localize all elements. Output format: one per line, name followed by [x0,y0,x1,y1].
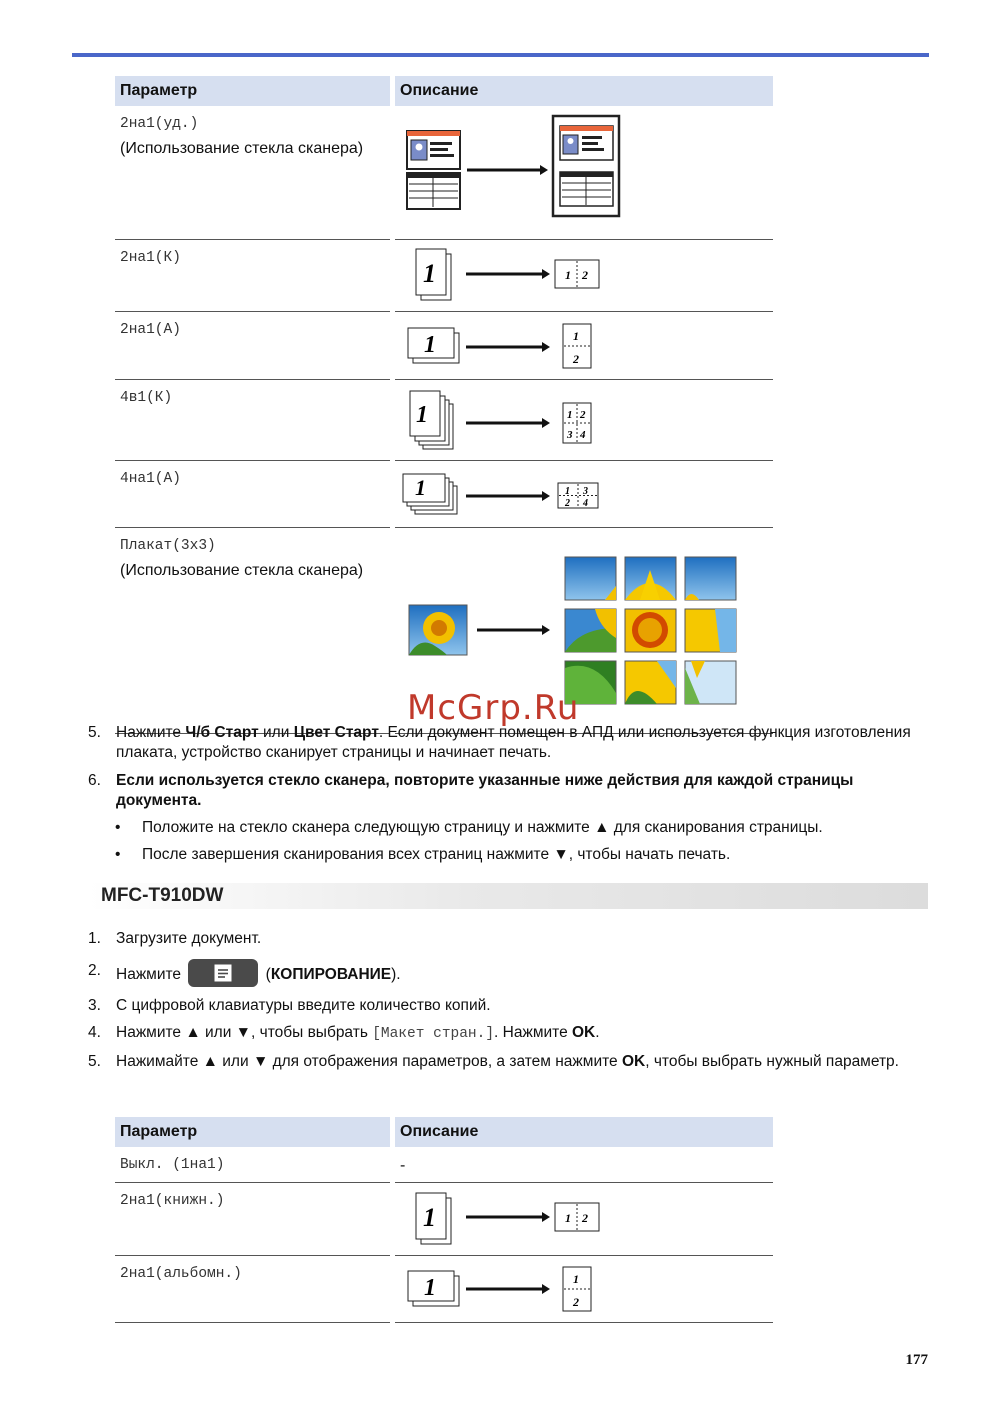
two-in-one-portrait-diagram [395,240,763,306]
svg-text:3: 3 [583,486,588,497]
param-label: Плакат(3x3) [120,538,216,554]
param-label: 4на1(А) [120,471,181,487]
table-row [115,1256,773,1323]
layout-table-1 [110,76,778,734]
param-label: 2на1(альбомн.) [120,1266,242,1282]
two-in-one-landscape-diagram [395,1256,763,1317]
svg-text:1: 1 [424,332,436,358]
id-card-diagram [395,106,763,234]
header-parameter: Параметр [115,1117,390,1147]
watermark: McGrp.Ru [407,688,580,728]
header-description: Описание [395,76,773,106]
svg-text:1: 1 [573,329,579,343]
svg-text:1: 1 [415,475,426,500]
svg-text:2: 2 [580,409,586,421]
param-label: Выкл. (1на1) [120,1157,225,1173]
top-rule [72,53,929,57]
table-row [115,1183,773,1256]
svg-text:2: 2 [573,1295,579,1309]
param-label: 2на1(книжн.) [120,1193,225,1209]
table-row [115,240,773,312]
svg-text:1: 1 [565,486,570,497]
svg-text:1: 1 [416,402,428,428]
svg-text:4: 4 [583,498,588,509]
svg-text:1: 1 [565,268,571,282]
header-parameter: Параметр [115,76,390,106]
section-heading: MFC-T910DW [88,883,928,909]
svg-text:4: 4 [580,429,586,441]
svg-text:1: 1 [423,1203,436,1232]
svg-text:1: 1 [573,1272,579,1286]
copy-button[interactable] [188,959,258,987]
table-row [115,312,773,380]
four-in-one-portrait-diagram [395,380,763,455]
table-row [115,106,773,240]
param-note: (Использование стекла сканера) [120,140,364,157]
four-in-one-landscape-diagram [395,461,763,522]
svg-text:2: 2 [582,268,588,282]
table-row [115,461,773,528]
svg-text:2: 2 [582,1211,588,1225]
copy-icon [214,964,232,982]
param-label: 2на1(уд.) [120,116,199,132]
header-description: Описание [395,1117,773,1147]
param-description: - [400,1157,406,1174]
page-number: 177 [905,1352,928,1368]
param-note: (Использование стекла сканера) [120,562,364,579]
svg-text:3: 3 [567,429,573,441]
svg-text:2: 2 [573,352,579,366]
layout-table-2 [110,1117,778,1323]
svg-text:1: 1 [423,259,436,288]
table-row [115,1147,773,1183]
table-row [115,380,773,461]
svg-text:2: 2 [565,498,570,509]
svg-text:1: 1 [567,409,573,421]
two-in-one-portrait-diagram [395,1183,763,1250]
param-label: 2на1(К) [120,250,181,266]
param-label: 2на1(А) [120,322,181,338]
svg-text:1: 1 [424,1275,436,1301]
svg-text:1: 1 [565,1211,571,1225]
two-in-one-landscape-diagram [395,312,763,374]
param-label: 4в1(К) [120,390,173,406]
